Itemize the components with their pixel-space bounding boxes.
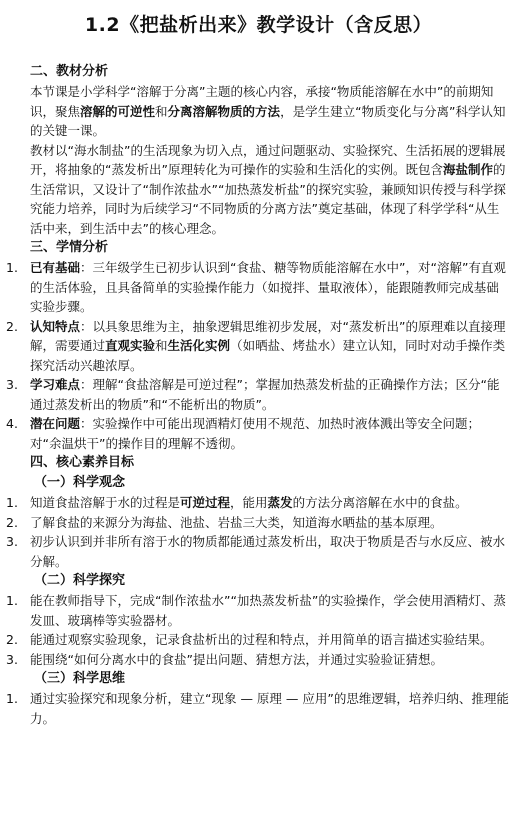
subheading-science-inquiry: （二）科学探究 — [34, 573, 126, 588]
emphasis-text: 海盐制作 — [442, 162, 493, 177]
body-text: 的生活常识，又设计了“制作浓盐水”“加热蒸发析盐”的探究实验，兼顾知识传授与科学探究能力培养，同时为后续学习“不同物质的分离方法”奠定基础，体现了科学学科“从生活中来，到生活中去”的核心理念。 — [30, 162, 506, 236]
list-item — [0, 493, 517, 513]
body-text: 和 — [155, 103, 168, 119]
body-text: 的方法分离溶解在水中的食盐。 — [292, 495, 468, 510]
subheading-science-concept: （一）科学观念 — [34, 475, 126, 490]
list-item — [0, 630, 517, 650]
list-item-number: 3. — [6, 651, 18, 667]
emphasis-text: 学习难点 — [30, 377, 81, 392]
emphasis-text: 可逆过程 — [180, 495, 231, 510]
list-item — [0, 375, 517, 414]
body-text: 教材以“海水制盐”的生活现象为切入点，通过问题驱动、实验探究、生活拓展的逻辑展开，将抽象的“蒸发析出”原理转化为可操作的实验和生活化的实例。既包含 — [30, 142, 506, 177]
body-text: ：以具象思维为主，抽象逻辑思维初步发展，对“蒸发析出”的原理难以直接理解，需要通过 — [30, 318, 506, 353]
section-heading-material: 二、教材分析 — [30, 64, 109, 79]
science-thinking-list — [0, 689, 517, 728]
body-text: 能通过观察实验现象，记录食盐析出的过程和特点，并用简单的语言描述实验结果。 — [30, 632, 493, 647]
body-text: ：实验操作中可能出现酒精灯使用不规范、加热时液体溅出等安全问题；对“余温烘干”的操作目的理解不透彻。 — [30, 416, 481, 451]
science-concept-list — [0, 493, 517, 571]
list-item-number: 1. — [6, 260, 18, 275]
list-item — [0, 317, 517, 376]
list-item — [0, 513, 517, 533]
list-item — [0, 689, 517, 728]
body-text: ：三年级学生已初步认识到“食盐、糖等物质能溶解在水中”，对“溶解”有直观的生活体验，且具备简单的实验操作能力（如搅拌、量取液体），能跟随教师完成基础实验步骤。 — [30, 260, 506, 314]
document-page — [0, 10, 517, 822]
document-title: 1.2《把盐析出来》教学设计（含反思） — [84, 14, 433, 36]
body-text: ：理解“食盐溶解是可逆过程”；掌握加热蒸发析盐的正确操作方法；区分“能通过蒸发析出的物质”和“不能析出的物质”。 — [30, 377, 500, 412]
emphasis-text: 认知特点 — [30, 318, 81, 334]
body-text: 知道食盐溶解于水的过程是 — [30, 495, 181, 510]
emphasis-text: 直观实验 — [105, 338, 156, 353]
body-text: 能围绕“如何分离水中的食盐”提出问题、猜想方法，并通过实验验证猜想。 — [30, 651, 443, 667]
list-item-number: 3. — [6, 377, 18, 392]
emphasis-text: 已有基础 — [30, 260, 81, 275]
body-text: 和 — [155, 338, 168, 353]
emphasis-text: 蒸发 — [267, 495, 293, 510]
list-item-number: 3. — [6, 534, 18, 549]
body-text: 通过实验探究和现象分析，建立“现象 — 原理 — 应用”的思维逻辑，培养归纳、推理能力。 — [30, 691, 509, 726]
document-body — [0, 62, 517, 728]
list-item-number: 1. — [6, 495, 18, 510]
list-item — [0, 414, 517, 453]
list-item-number: 2. — [6, 514, 18, 530]
body-text: 初步认识到并非所有溶于水的物质都能通过蒸发析出，取决于物质是否与水反应、被水分解。 — [30, 534, 506, 569]
students-list — [0, 258, 517, 453]
list-item — [0, 650, 517, 670]
science-inquiry-list — [0, 591, 517, 669]
list-item-number: 2. — [6, 632, 18, 647]
emphasis-text: 生活化实例 — [167, 338, 231, 353]
material-paragraph-1 — [0, 82, 517, 141]
body-text: 能在教师指导下，完成“制作浓盐水”“加热蒸发析盐”的实验操作，学会使用酒精灯、蒸发皿、玻璃棒等实验器材。 — [30, 593, 506, 628]
list-item-number: 1. — [6, 691, 18, 706]
section-heading-students: 三、学情分析 — [30, 240, 109, 255]
list-item — [0, 258, 517, 317]
list-item — [0, 532, 517, 571]
list-item-number: 1. — [6, 593, 18, 608]
list-item — [0, 591, 517, 630]
body-text: （如晒盐、烤盐水）建立认知，同时对动手操作类探究活动兴趣浓厚。 — [30, 338, 506, 373]
body-text: 本节课是小学科学“溶解于分离”主题的核心内容，承接“物质能溶解在水中”的前期知识，聚焦 — [30, 84, 494, 119]
list-item-number: 4. — [6, 416, 18, 431]
section-heading-goals: 四、核心素养目标 — [30, 455, 135, 470]
body-text: 了解食盐的来源分为海盐、池盐、岩盐三大类，知道海水晒盐的基本原理。 — [30, 514, 443, 530]
emphasis-text: 潜在问题 — [30, 416, 81, 431]
material-paragraph-2 — [0, 141, 517, 239]
body-text: ，能用 — [230, 495, 268, 510]
emphasis-text: 分离溶解物质的方法 — [167, 103, 281, 119]
subheading-science-thinking: （三）科学思维 — [34, 671, 126, 686]
list-item-number: 2. — [6, 318, 18, 334]
body-text: ，是学生建立“物质变化与分离”科学认知的关键一课。 — [30, 103, 506, 138]
emphasis-text: 溶解的可逆性 — [80, 103, 156, 119]
